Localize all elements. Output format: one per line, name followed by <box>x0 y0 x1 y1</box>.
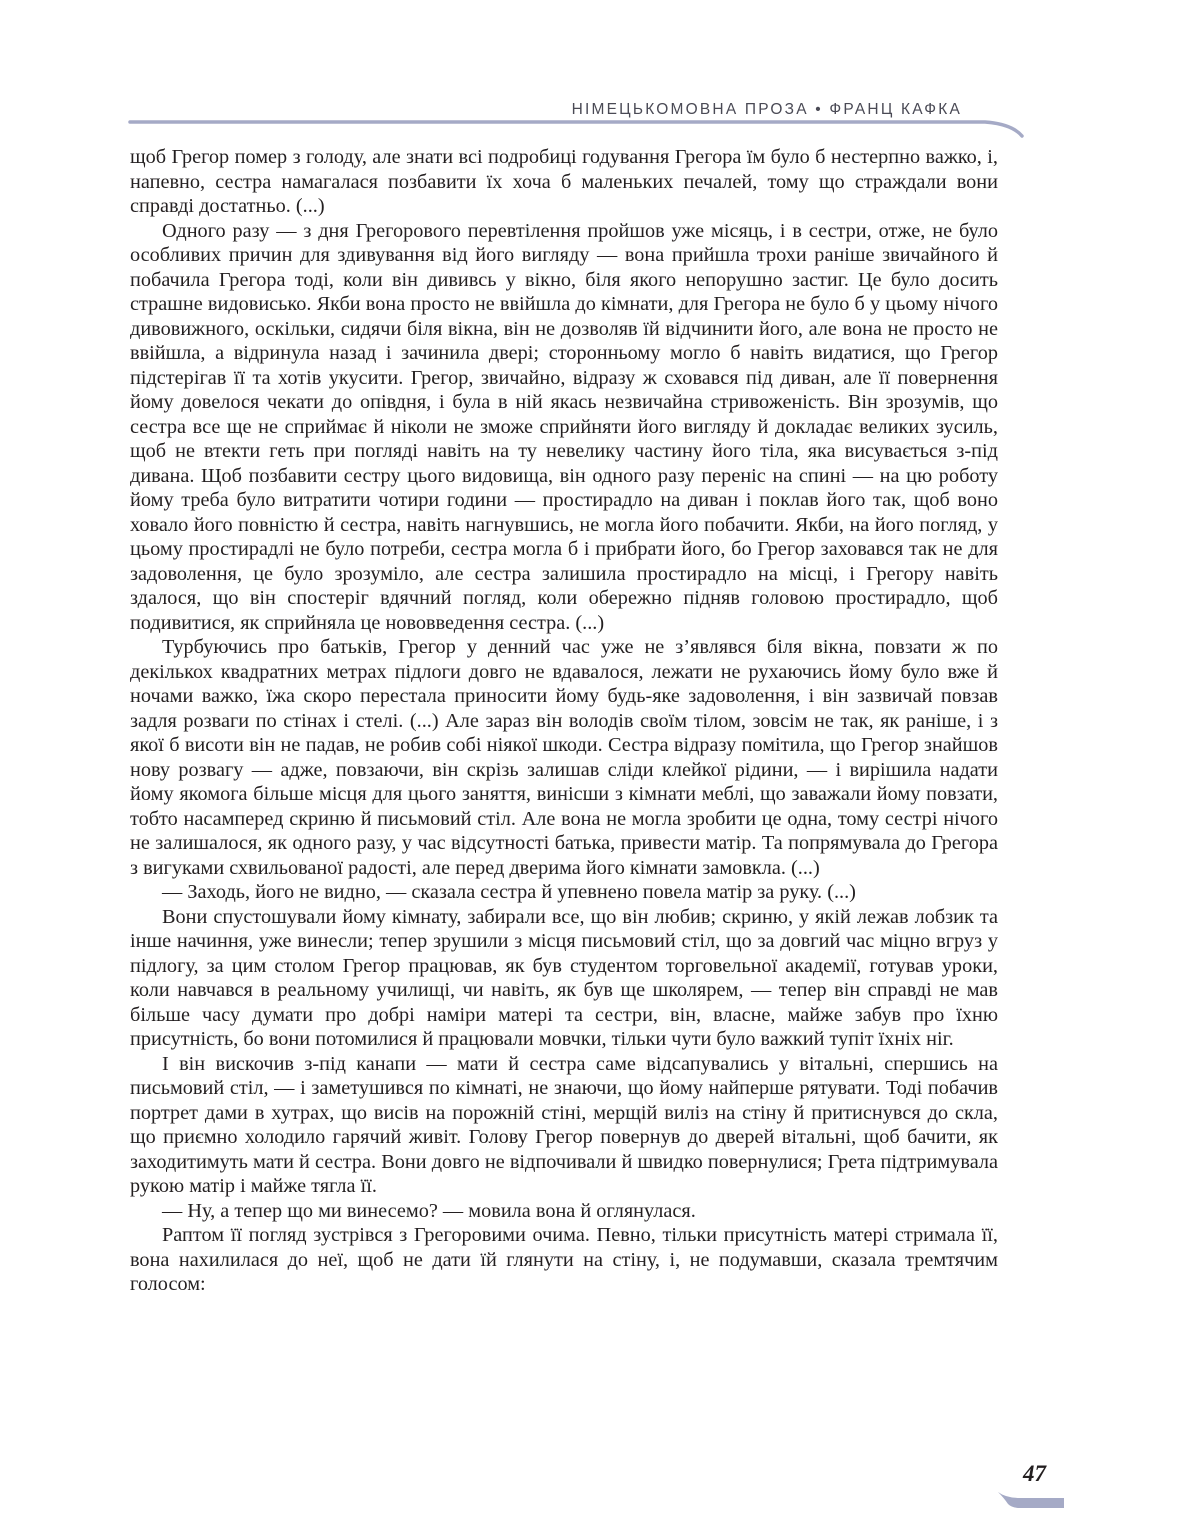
running-header: НІМЕЦЬКОМОВНА ПРОЗА • ФРАНЦ КАФКА <box>571 101 962 118</box>
paragraph: щоб Грегор помер з голоду, але знати всі подробиці годування Грегора їм було б нестерпно важко, і, напевно, сестра намагалася позбавити їх хоча б маленьких печалей, тому що страждали вони справді достатньо. (...) <box>130 146 998 217</box>
paragraph: Раптом її погляд зустрівся з Грегоровими очима. Певно, тільки присутність матері стримала її, вона нахилилася до неї, щоб не дати їй глянути на стіну, і, не подумавши, сказала тремтячим голосом: <box>130 1224 998 1295</box>
paragraph: Турбуючись про батьків, Грегор у денний час уже не з’являвся біля вікна, повзати ж по декількох квадратних метрах підлоги довго не вдавалося, лежати не рухаючись йому було вже й ночами важко, їжа скоро перестала приносити йому будь-яке задоволення, і він зазвичай повзав задля розваги по стінах і стелі. (...) Але зараз він володів своїм тілом, зовсім не так, як раніше, і з якої б висоти він не падав, не робив собі ніякої шкоди. Сестра відразу помітила, що Грегор знайшов нову розвагу — адже, повзаючи, він скрізь залишав сліди клейкої рідини, — і вирішила надати йому якомога більше місця для цього заняття, винісши з кімнати меблі, що заважали йому повзати, тобто насамперед скриню й письмовий стіл. Але вона не могла зробити це одна, тому сестрі нічого не залишалося, як одного разу, у час відсутності батька, привести матір. Та попрямувала до Грегора з вигуками схвильованої радості, але перед дверима його кімнати замовкла. (...) <box>130 636 998 879</box>
paragraph: Вони спустошували йому кімнату, забирали все, що він любив; скриню, у якій лежав лобзик та інше начиння, уже винесли; тепер зрушили з місця письмовий стіл, що за довгий час міцно вгруз у підлогу, за цим столом Грегор працював, як був студентом торговельної академії, готував уроки, коли навчався в реальному училищі, чи навіть, як був ще школярем, — тепер він справді не мав більше часу думати про добрі наміри матері та сестри, він, власне, майже забув про їхню присутність, бо вони потомилися й працювали мовчки, тільки чути було важкий тупіт їхніх ніг. <box>130 905 998 1050</box>
paragraph: — Заходь, його не видно, — сказала сестра й упевнено повела матір за руку. (...) <box>162 881 856 903</box>
paragraph: І він вискочив з-під канапи — мати й сестра саме відсапувались у вітальні, спершись на письмовий стіл, — і заметушився по кімнаті, не знаючи, що йому найперше рятувати. Тоді побачив портрет дами в хутрах, що висів на порожній стіні, мерщій виліз на стіну й притиснувся до скла, що приємно холодило гарячий живіт. Голову Грегор повернув до дверей вітальні, щоб бачити, як заходитимуть мати й сестра. Вони довго не відпочивали й швидко повернулися; Грета підтримувала рукою матір і майже тягла її. <box>130 1052 998 1197</box>
page-number: 47 <box>1023 1461 1046 1486</box>
paragraph: — Ну, а тепер що ми винесемо? — мовила вона й оглянулася. <box>162 1199 696 1222</box>
page-number-decoration <box>990 1488 1070 1518</box>
page-body <box>130 145 998 1297</box>
paragraph: Одного разу — з дня Грегорового перевтілення пройшов уже місяць, і в сестри, отже, не було особливих причин для здивування від його вигляду — вона прийшла трохи раніше звичайного й побачила Грегора тоді, коли він дививсь у вікно, біля якого непорушно застиг. Це було досить страшне видовисько. Якби вона просто не ввійшла до кімнати, для Грегора не було б у цьому нічого дивовижного, оскільки, сидячи біля вікна, він не дозволяв їй відчинити його, але вона не просто не ввійшла, а відринула назад і зачинила двері; сторонньому могло б навіть видатися, що Грегор підстерігав її та хотів укусити. Грегор, звичайно, відразу ж сховався під диван, але її повернення йому довелося чекати до опівдня, і була в ній якась незвичайна стривоженість. Він зрозумів, що сестра все ще не сприймає й ніколи не зможе сприйняти його вигляду й докладає великих зусиль, щоб не втекти геть при погляді навіть на ту невелику частину його тіла, яка висувається з-під дивана. Щоб позбавити сестру цього видовища, він одного разу переніс на спині — на цю роботу йому треба було витратити чотири години — простирадло на диван і поклав його так, щоб воно ховало його повністю й сестра, навіть нагнувшись, не могла його побачити. Якби, на його погляд, у цьому простирадлі не було потреби, сестра могла б і прибрати його, бо Грегор заховався так не для задоволення, це було зрозуміло, але сестра залишила простирадло на місці, і Грегору навіть здалося, що він спостеріг вдячний погляд, коли обережно підняв головою простирадло, щоб подивитися, як сприйняла це нововведення сестра. (...) <box>130 219 998 634</box>
